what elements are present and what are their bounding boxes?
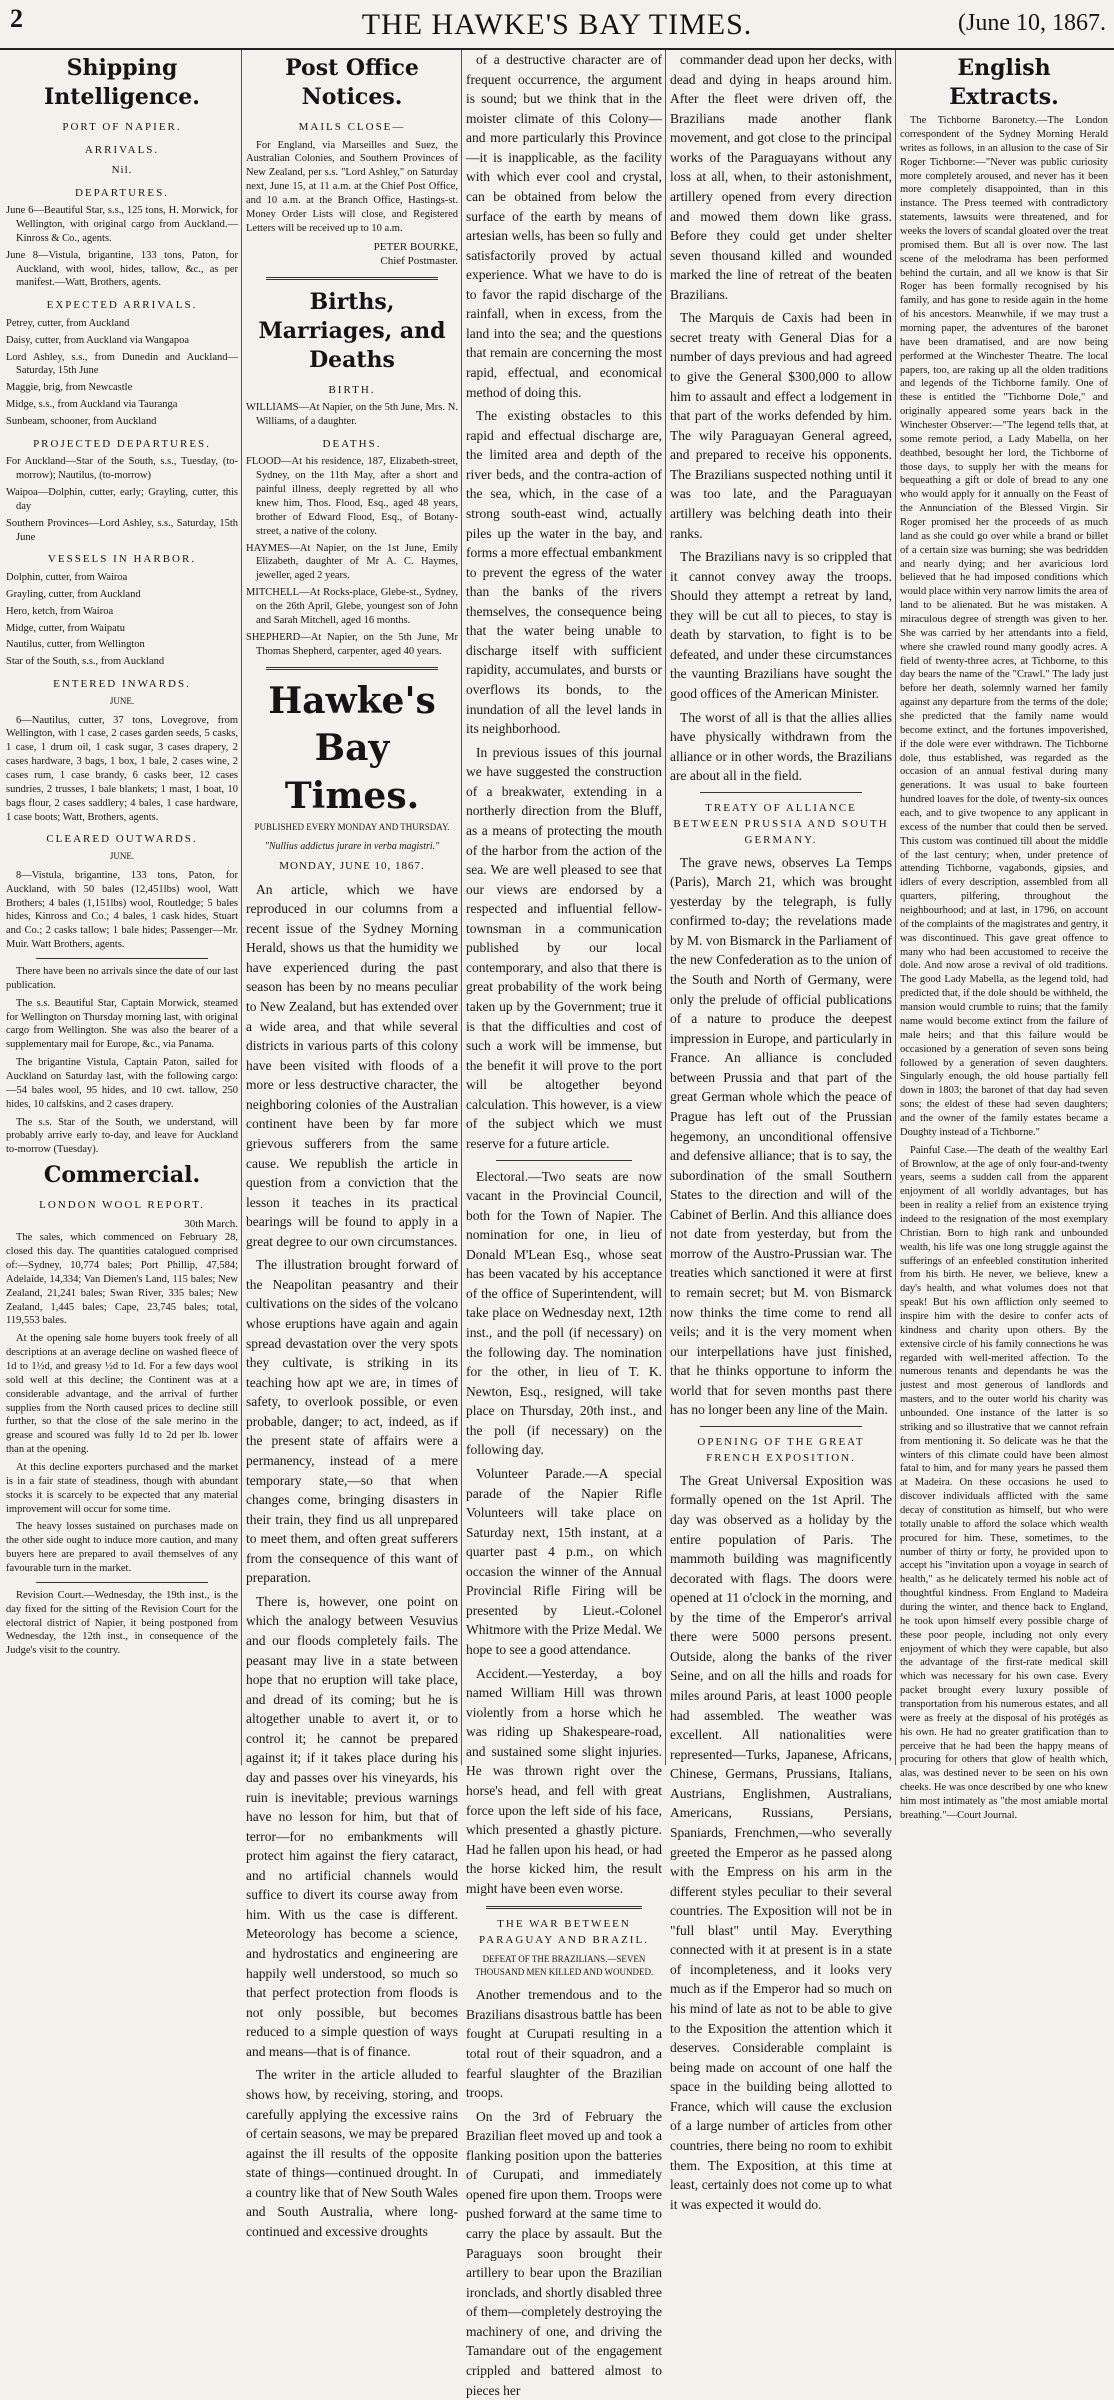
- column-rule: [461, 50, 462, 1765]
- column-notices: [246, 50, 458, 2239]
- list-item: Midge, cutter, from Waipatu: [6, 622, 125, 634]
- list-item: Midge, s.s., from Auckland via Tauranga: [6, 399, 178, 411]
- wool-report-para: The sales, which commenced on February 28, closed this day. The quantities catalogued comprised of:—Sydney, 10,774 bales; Port Phillip, 47,584; Adelaide, 14,334; Van Diemen's Land, 115 bales; New Zealand, 21,241 bales; Swan River, 335 bales; New Zealand, 1,445 bales; Cape, 23,745 bales; total, 119,553 bales.: [6, 1232, 238, 1327]
- departures-heading: DEPARTURES.: [75, 186, 169, 199]
- war-para: The worst of all is that the allies allies have physically withdrawn from the alliance or in other words, the Brazilians are about all in the field.: [670, 709, 892, 784]
- list-item: Hero, ketch, from Wairoa: [6, 605, 114, 617]
- editorial-para: The writer in the article alluded to shows how, by receiving, storing, and carefully applying the excessive rains of certain seasons, we may be prepared against the ill results of the opposite state of things—continued drought. In a country like that of New South Wales and South Australia, where long-continued and excessive droughts: [246, 2067, 458, 2239]
- divider: [36, 1582, 208, 1583]
- shipping-heading: Shipping Intelligence.: [44, 55, 200, 111]
- postmaster-name: PETER BOURKE,: [373, 240, 458, 253]
- column-rule: [895, 50, 896, 1765]
- postmaster-role: Chief Postmaster.: [380, 255, 458, 268]
- column-shipping: [6, 50, 238, 1765]
- arrivals-heading: ARRIVALS.: [84, 143, 160, 156]
- cleared-heading: CLEARED OUTWARDS.: [46, 833, 198, 846]
- local-news-accident: Accident.—Yesterday, a boy named William Hill was thrown violently from a horse which he was riding up Shakespeare-road, and sustained some slight injuries. He was thrown right over the horse's head, and fell with great force upon the left side of his face, which presented a ghastly picture. Had he fallen upon his head, or had the horse kicked him, the result might have been even worse.: [466, 1665, 662, 1896]
- wool-report-heading: LONDON WOOL REPORT.: [39, 1199, 205, 1212]
- divider: [700, 792, 862, 793]
- harbor-heading: VESSELS IN HARBOR.: [47, 553, 197, 566]
- editorial-masthead: Hawke's Bay Times.: [268, 679, 436, 817]
- list-item: June 8—Vistula, brigantine, 133 tons, Paton, for Auckland, with wool, hides, tallow, &c., as per manifest.—Watt, Brothers, agents.: [6, 249, 238, 289]
- shipping-note: The s.s. Beautiful Star, Captain Morwick, steamed for Wellington on Thursday morning last, with original cargo from Wellington. She was also the bearer of a supplementary mail for Europe, &c., via Panama.: [6, 997, 238, 1051]
- list-item: Dolphin, cutter, from Wairoa: [6, 572, 128, 583]
- war-heading: THE WAR BETWEEN PARAGUAY AND BRAZIL.: [479, 1918, 649, 1947]
- publication-schedule: PUBLISHED EVERY MONDAY AND THURSDAY.: [254, 822, 450, 833]
- editorial-para: The illustration brought forward of the Neapolitan peasantry and their cultivations on the sides of the volcano whose eruptions have again and again spread devastation over the very spots they cultivate, is striking in its teaching how apt we are, in times of safety, to overlook possible, or even probable, danger; to act, indeed, as if the present state of affairs were a permanency, instead of a mere temporary state,—so that when changes come, bringing disasters in their train, they find us all unprepared to meet them, and often great sufferers from the consequence of this want of preparation.: [246, 1257, 458, 1586]
- editorial-para: In previous issues of this journal we have suggested the construction of a breakwater, extending in a northerly direction from the Bluff, as a means of protecting the mouth of the harbor from the action of the sea. We are well pleased to see that our views are endorsed by a respected and influential fellow-townsman in a communication published by our local contemporary, and also that there is great probability of the work being taken up by the Government; true it is that the difficulties and cost of such a work will be immense, but the benefit it will prove to the port will be altogether beyond calculation. This however, is a view of the subject which we must reserve for a future article.: [466, 744, 662, 1151]
- cleared-month: JUNE.: [109, 850, 135, 861]
- death-notice: HAYMES—At Napier, on the 1st June, Emily Elizabeth, daughter of Mr A. C. Haymes, jeweller, aged 2 years.: [246, 542, 458, 582]
- tichborne-article: The Tichborne Baronetcy.—The London correspondent of the Sydney Morning Herald writes as follows, in an allusion to the case of Sir Roger Tichborne:—"Never was public curiosity more completely aroused, and never has it been more completely disappointed, than in this instance. The Press teemed with contradictory statements, lawsuits were threatened, and for weeks the lovers of scandal gloated over the treat promised them. But all is over now. The last scene of the melodrama has been performed behind the curtain, and all we know is that Sir Roger has been formally recognised by his family, and has gone to reside again in the home of his ancestors. Meanwhile, if we may trust a morning paper, the adventures of the baronet have been dramatised, and are now being performed at the Winchester Theatre. The local papers, too, are raking up all the olden traditions and legends of the Tichborne family. One of these is entitled the "Tichborne Dole," and originally appeared some years back in the Winchester Observer:—"The legend tells that, at some remote period, a Lady Mabella, on her deathbed, besought her lord, the Tichborne of those days, to supply her with the means for bequeathing a gift or dole of bread to any one who would apply for it annually on the Feast of the Annunciation of the Blessed Virgin. Sir Roger promised her the proceeds of as much land as she could go over while a brand or billet of a certain size was burning; she was bedridden and nearly dying; and her avaricious lord believed that he had imposed conditions which would place within very narrow limits the area of land to be alienated. But he was mistaken. A miraculous degree of strength was given to her. She was carried by her attendants into a field, where she crawled round many goodly acres. A field of twenty-three acres, at Tichborne, to this day bears the name of the "Crawl." The lady just before her death, solemnly warned her family against any departure from the terms of the dole; she predicted that the family name would become extinct, and the fortunes impoverished, if the dole were ever withdrawn. The Tichborne dole, thus established, was regarded as the occasion of an annual festival during many generations. It was usual to bake fourteen hundred loaves for the dole, of twenty-six ounces each, and to give twopence to any applicant in excess of the number that could then be served. This custom was continued till about the middle of the last century; when, under pretence of attending Tichborne, vagabonds, gipsies, and idlers of every description, assembled from all quarters, pilfering, throughout the neighbourhood; and at last, in 1796, on account of the complaints of the magistrates and gentry, it was discontinued. This gave great offence to many who had been accustomed to receive the dole. And now arose a revival of old traditions. The good Lady Mabella, as the legend told, had predicted that, if the dole should be withheld, the mansion would crumble to ruins; that the family name would become extinct from the failure of male heirs; and that this failure would be occasioned by a generation of seven sons being followed by a generation of seven daughters. Singularly enough, the old house partially fell down in 1803; the baronet of that day had seven sons; the eldest of these had seven daughters; and the owner of the family estates became a Doughty instead of a Tichborne.": [900, 115, 1108, 1138]
- local-news-electoral: Electoral.—Two seats are now vacant in the Provincial Council, both for the Town of Napier. The nomination for one, in lieu of Donald M'Lean Esq., whose seat has been vacated by his acceptance of the office of Superintendent, will take place on Wednesday next, 12th inst., and the poll (if necessary) on the following day. The nomination for the other, in lieu of T. K. Newton, Esq., resigned, will take place on Thursday, 20th inst., and the poll (if necessary) on the following day.: [466, 1168, 662, 1458]
- exposition-heading: OPENING OF THE GREAT FRENCH EXPOSITION.: [697, 1435, 865, 1464]
- port-heading: PORT OF NAPIER.: [62, 121, 182, 134]
- motto: "Nullius addictus jurare in verba magistri.": [264, 840, 440, 852]
- cleared-text: 8—Vistula, brigantine, 133 tons, Paton, for Auckland, with 50 bales (12,451lbs) wool, Watt Brothers; 4 bales (1,151lbs) wool, Routledge; 5 bales hides, Kinross and Co.; 4 bales, 1 cask hides, Stuart and Co.; 2 casks tallow; 1 bale hides; Passenger—Mr. Muir. Watt Brothers, agents.: [6, 869, 238, 951]
- column-editorial: [466, 50, 662, 2398]
- divider: [486, 1906, 642, 1909]
- list-item: Sunbeam, schooner, from Auckland: [6, 415, 157, 427]
- arrivals-text: Nil.: [111, 164, 133, 177]
- list-item: Daisy, cutter, from Auckland via Wangapoa: [6, 334, 190, 346]
- wool-report-para: The heavy losses sustained on purchases made on the other side ought to induce more caution, and many buyers here are prepared to avail themselves of any favourable turn in the market.: [6, 1521, 238, 1574]
- english-extracts-heading: English Extracts.: [949, 55, 1059, 111]
- column-rule: [665, 50, 666, 1765]
- editorial-date: MONDAY, JUNE 10, 1867.: [279, 860, 425, 873]
- paper-title: THE HAWKE'S BAY TIMES.: [361, 8, 753, 41]
- column-foreign: [670, 50, 892, 2212]
- divider: [496, 1160, 632, 1161]
- war-para: The Marquis de Caxis had been in secret treaty with General Dias for a number of days previous and had agreed to give the General $300,000 to allow him to assault and effect a lodgement in that part of the works defended by him. The wily Paraguayan General agreed, and prepared to receive his opponents. The Brazilians suspected nothing until it was too late, and the Paraguayan artillery was belching death into their ranks.: [670, 310, 892, 541]
- expected-heading: EXPECTED ARRIVALS.: [46, 299, 198, 312]
- shipping-note: The brigantine Vistula, Captain Paton, sailed for Auckland on Saturday last, with the following cargo:—54 bales wool, 95 hides, and 10 cwt. tallow, 250 hides, 10 calfskins, and 2 cases drapery.: [6, 1057, 238, 1110]
- local-news-parade: Volunteer Parade.—A special parade of the Napier Rifle Volunteers will take place on Saturday next, 15th instant, at a quarter past 4 p.m., on which occasion the winner of the Annual Provincial Rifle Firing will be presented by Lieut.-Colonel Whitmore with the Prize Medal. We hope to see a good attendance.: [466, 1465, 662, 1657]
- commercial-heading: Commercial.: [43, 1162, 201, 1189]
- revision-court-note: Revision Court.—Wednesday, the 19th inst., is the day fixed for the sitting of the Revision Court for the electoral district of Napier, it being postponed from Wednesday, the 12th inst., in consequence of the Judge's visit to the country.: [6, 1589, 238, 1657]
- projected-heading: PROJECTED DEPARTURES.: [33, 437, 211, 450]
- list-item: Lord Ashley, s.s., from Dunedin and Auckland—Saturday, 15th June: [6, 351, 238, 377]
- wool-report-para: At this decline exporters purchased and the market is in a fair state of steadiness, though with abundant stocks it is scarcely to be expected that any material improvement will occur for some time.: [6, 1461, 238, 1515]
- entered-month: JUNE.: [109, 695, 135, 706]
- shipping-note: There have been no arrivals since the date of our last publication.: [6, 965, 238, 991]
- war-subheading: DEFEAT OF THE BRAZILIANS.—SEVEN THOUSAND MEN KILLED AND WOUNDED.: [474, 1954, 654, 1978]
- wool-report-para: At the opening sale home buyers took freely of all descriptions at an average decline on washed fleece of 1d to 1½d, and greasy ½d to 1d. For a few days wool sold well at this decline; the Continent was at a considerable advantage, and the arrival of further supplies from the North caused prices to decline still further, so that the close of the sale merino in the grease and scoured was fully 1d to 2d per lb. lower than at the opening.: [6, 1333, 238, 1456]
- birth-notice: WILLIAMS—At Napier, on the 5th June, Mrs. N. Williams, of a daughter.: [246, 402, 458, 428]
- issue-date: (June 10, 1867.: [958, 10, 1106, 36]
- bmd-heading: Births, Marriages, and Deaths: [258, 288, 446, 373]
- list-item: Grayling, cutter, from Auckland: [6, 588, 141, 600]
- entered-text: 6—Nautilus, cutter, 37 tons, Lovegrove, from Wellington, with 1 case, 2 cases garden seeds, 5 casks, 1 case, 1 drum oil, 1 cask sugar, 3 cases drapery, 2 cases hardware, 3 bags, 1 box, 1 bale, 2 cases wine, 2 cases rum, 1 case brandy, 6 casks beer, 12 cases sundries, 2 trusses, 1 bale blankets; 1 mast, 1 boat, 10 bags flour, 2 cases saddlery; 4 bales, 1 case hardware, 1 case boots; Watt, Brothers, agents.: [6, 714, 238, 823]
- war-para: The Brazilians navy is so crippled that it cannot convey away the troops. Should they attempt a retreat by land, they will be cut all to pieces, to stay is death by starvation, to fight is to be defeated, and under these circumstances the vaunting Brazilians have sought the good offices of the American Minister.: [670, 549, 892, 701]
- column-english-extracts: [900, 50, 1108, 1821]
- masthead: [0, 0, 1114, 50]
- treaty-para: The grave news, observes La Temps (Paris), March 21, which was brought yesterday by the telegraph, is fully confirmed to-day; the revelations made by M. von Bismarck in the Parliament of the new Confederation as to the union of the South and North of Germany, were only the prelude of official publications of a nature to produce the deepest impression in Europe, and particularly in France. An alliance is concluded between Prussia and that part of the great German whole which the peace of Prague has left out of the Prussian hegemony, an unconditional offensive and defensive alliance; that is to say, the subordination of the small Southern States to the direction and will of the Cabinet of Berlin. And this alliance does not date from yesterday, but from the morrow of the Austro-Prussian war. The treaties which sanctioned it were at first to remain secret; but M. von Bismarck now thinks the time come to rend all veils; and it is the very moment when our interpellations have just finished, that he thinks opportune to inform the world that for seven months past there has no longer been any line of the Main.: [670, 854, 892, 1418]
- divider: [36, 958, 208, 959]
- editorial-para: of a destructive character are of frequent occurrence, the argument is sound; but we think that in the moister climate of this Colony—and more particularly this Province—it is inapplicable, as the facility with which ever cool and crystal, can be obtained from below the surface of the earth by means of artesian wells, has been so fully and satisfactorily proved by actual experience. What we have to do is to favor the rapid discharge of the rainfall, when in excess, from the land into the sea; and the questions that remain are concerning the most rapid, effectual, and economical method of doing this.: [466, 52, 662, 400]
- list-item: June 6—Beautiful Star, s.s., 125 tons, H. Morwick, for Wellington, with original cargo from Auckland.—Kinross & Co., agents.: [6, 205, 238, 244]
- death-notice: SHEPHERD—At Napier, on the 5th June, Mr Thomas Shepherd, carpenter, aged 40 years.: [246, 631, 458, 657]
- war-para: On the 3rd of February the Brazilian fleet moved up and took a flanking position upon the batteries of Curupati, and immediately opened fire upon them. Troops were pushed forward at the same time to carry the place by assault. But the Paraguays soon brought their artillery to bear upon the Brazilian ironclads, and shortly disabled three of them—completely destroying the machinery of one, and driving the Tamandare out of the engagement crippled and battered almost to pieces her: [466, 2108, 662, 2398]
- list-item: Waipoa—Dolphin, cutter, early; Grayling, cutter, this day: [6, 487, 238, 512]
- shipping-note: The s.s. Star of the South, we understand, will probably arrive early to-day, and leave for Auckland to-morrow (Tuesday).: [6, 1116, 238, 1156]
- editorial-para: The existing obstacles to this rapid and effectual discharge are, the limited area and depth of the river beds, and the contra-action of the sea, which, in the case of a strong south-east wind, actually piles up the water in the bay, and forms a more effectual embankment to prevent the egress of the water than the banks of the rivers themselves, the consequence being that the water being unable to discharge itself with sufficient rapidity, accumulates, and bursts or overflows its bonds, to the inundation of all the level lands in its neighborhood.: [466, 408, 662, 737]
- column-rule: [241, 50, 242, 1765]
- list-item: Nautilus, cutter, from Wellington: [6, 639, 145, 651]
- entered-heading: ENTERED INWARDS.: [53, 678, 191, 691]
- divider: [266, 277, 438, 280]
- wool-report-date: 30th March.: [184, 1217, 238, 1230]
- list-item: Star of the South, s.s., from Auckland: [6, 656, 165, 668]
- exposition-para: The Great Universal Exposition was formally opened on the 1st April. The day was observed as a holiday by the entire population of Paris. The mammoth building was magnificently decorated with flags. The doors were opened at 11 o'clock in the morning, and by the time of the Emperor's arrival there were 5000 persons present. Outside, along the banks of the river Seine, and on all the hills and roads for miles around Paris, at least 1000 people had assembled. The weather was excellent. All nationalities were represented—Turks, Japanese, Africans, Chinese, Germans, Prussians, Italians, Austrians, Englishmen, Australians, Americans, Russians, Persians, Spaniards, Frenchmen,—who severally greeted the Emperor as he passed along with the Empress on his arm in the different styles peculiar to their several countries. The Exposition will not be in "full blast" until May. Everything connected with it at present is in a state of incompleteness, and it looks very much as if the Emperor had so much on his mind of late as not to be able to give to the Exposition the attention which it deserves. Considerable complaint is being made on account of one half the space in the building being allotted to France, which will cause the exclusion of a large number of articles from other countries, there being no room to exhibit them. The Exposition, at this time at least, certainly does not come up to what it was expected it would do.: [670, 1472, 892, 2212]
- death-notice: MITCHELL—At Rocks-place, Glebe-st., Sydney, on the 26th April, Glebe, youngest son of John and Sarah Mitchell, aged 16 months.: [246, 587, 458, 626]
- page-number: 2: [10, 4, 23, 33]
- treaty-heading: TREATY OF ALLIANCE BETWEEN PRUSSIA AND SOUTH GERMANY.: [673, 801, 889, 846]
- war-para: commander dead upon her decks, with dead and dying in heaps around him. After the fleet were driven off, the Brazilians made another flank movement, and got close to the principal works of the Paraguayans without any loss at all, when, to their astonishment, artillery opened from every direction and mowed them down like grass. Before they could get under shelter seven thousand killed and wounded marked the line of retreat of the beaten Brazilians.: [670, 52, 892, 302]
- divider: [266, 667, 438, 670]
- post-office-text: For England, via Marseilles and Suez, the Australian Colonies, and Southern Provinces of New Zealand, per s.s. "Lord Ashley," on Saturday next, June 15, at 11 a.m. at the Chief Post Office, and 10 a.m. at the Branch Office, Hastings-st. Money Order Lists will close, and Registered Letters will be received up to 10 a.m.: [246, 139, 458, 234]
- post-office-heading: Post Office Notices.: [285, 55, 419, 111]
- editorial-para: An article, which we have reproduced in our columns from a recent issue of the Sydney Morning Herald, shows us that the humidity we have experienced during the past season has been by no means peculiar to New Zealand, but has extended over a wide area, and that while several districts in various parts of this colony have been visited with floods of a more or less destructive character, the neighboring colonies of the Australian continent have been by far more grievous sufferers from the same cause. We republish the article in question from a conviction that the lesson it teaches in its practical bearings will be found to apply in a great degree to our own circumstances.: [246, 881, 458, 1249]
- list-item: Maggie, brig, from Newcastle: [6, 382, 133, 394]
- birth-heading: BIRTH.: [328, 383, 376, 396]
- war-para: Another tremendous and to the Brazilians disastrous battle has been fought at Curupati resulting in a total rout of their squadron, and a fearful slaughter of the Brazilian troops.: [466, 1987, 662, 2101]
- list-item: For Auckland—Star of the South, s.s., Tuesday, (to-morrow); Nautilus, (to-morrow): [6, 456, 238, 482]
- list-item: Petrey, cutter, from Auckland: [6, 317, 130, 329]
- mails-close-heading: MAILS CLOSE—: [298, 121, 406, 134]
- death-notice: FLOOD—At his residence, 187, Elizabeth-street, Sydney, on the 11th May, after a short and painful illness, deeply regretted by all who knew him, Thos. Flood, Esq., aged 48 years, brother of Edward Flood, Esq., of Botany-street, a native of the colony.: [246, 456, 458, 537]
- painful-case-article: Painful Case.—The death of the wealthy Earl of Brownlow, at the age of only four-and-twenty years, seems a sudden call from the apparent enjoyment of all worldly advantages, but has been in reality a relief from an existence trying indeed to the resignation of the most exemplary Christian. Born to high rank and unbounded wealth, his life was one long struggle against the sufferings of an enfeebled constitution inherited from his birth. He never, we believe, knew a day's health, and what volumes does not that speak! But his own affliction only seemed to inspire him with the desire to confer acts of kindness and charity upon others. By the extensive circle of his family connections he was regarded with well-merited affection. To the numerous tenants and dependants he was the justest and most generous of landlords and masters, and to the outer world his charity was unbounded. One instance of the latter is so striking and so illustrative that we cannot refrain from mentioning it. So delicate was he that the winters of this climate could have been almost fatal to him, and for many years he passed them at Madeira. On these occasions he used to discover individuals afflicted with the same decay of constitution as himself, but who were totally unable to afford the solace which wealth procured for him. These, sometimes, to the number of thirty or forty, he provided upon to accept his "invitation upon a voyage in search of health," as he delicately termed his noble act of thoughtful kindness. From England to Madeira during the winter, and thence back to England, he took upon himself every possible charge of these poor people, including not only every enjoyment of which they were capable, but also the advantage of the first-rate medical skill which was necessary for his own case. Every packet brought every luxury possible of transportation from his numerous estates, and all were as freely at the disposal of his protégés as his own. He had no greater gratification than to perceive that he had been the happy means of procuring for others that glow of health which, alas, was destined never to be seen on his own cheeks. He was once described by one who knew him most intimately as "the most amiable mortal breathing."—Court Journal.: [900, 1144, 1108, 1821]
- divider: [700, 1426, 862, 1427]
- editorial-para: There is, however, one point on which the analogy between Vesuvius and our floods completely fails. The peasant may live in a state between hope that no eruption will take place, and dread of its coming; but he is altogether unable to avert it, or to control it; he cannot be prepared against it; if it takes place during his day and passes over his vineyards, his ruin is inevitable; previous warnings have no lesson for him, but that of terror—for no embankments will protect him against the fiery cataract, and no artificial channels would suffice to divert its course away from him. With us the case is different. Meteorology has become a science, and hydrostatics and engineering are happily well understood, so much so that perfect protection from floods is not only possible, but becomes reduced to a simple question of ways and means—that is of finance.: [246, 1593, 458, 2059]
- list-item: Southern Provinces—Lord Ashley, s.s., Saturday, 15th June: [6, 517, 238, 543]
- deaths-heading: DEATHS.: [322, 437, 382, 450]
